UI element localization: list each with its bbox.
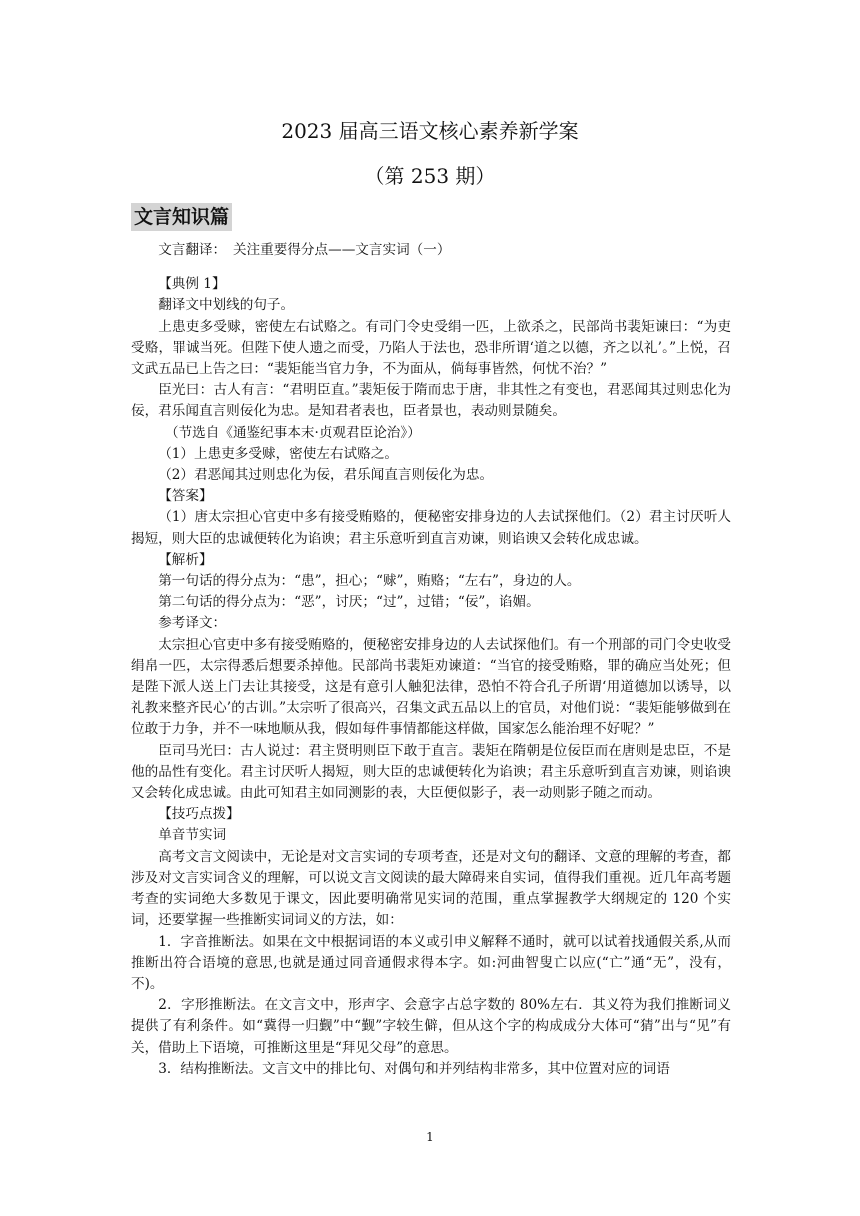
question-2: （2）君恶闻其过则忠化为佞，君乐闻直言则佞化为忠。 (158, 467, 494, 484)
analysis-line-2: 第二句话的得分点为：“恶”，讨厌；“过”，过错；“佞”，谄媚。 (158, 594, 540, 611)
document-body (131, 240, 731, 1080)
answer-label: 【答案】 (158, 488, 213, 505)
example-instruction: 翻译文中划线的句子。 (158, 297, 295, 314)
tips-subheading: 单音节实词 (158, 827, 227, 844)
page-number: 1 (426, 1130, 434, 1144)
issue-number: （第 253 期） (364, 164, 496, 188)
method-2: 2．字形推断法。在文言文中，形声字、会意字占总字数的 80%左右．其义符为我们推断词义提供了有利条件。如“冀得一归觐”中“觐”字较生僻，但从这个字的构成成分大体可“猜”出与“见”有关，借助上下语境，可推断这里是“拜见父母”的意思。 (131, 997, 731, 1056)
passage-paragraph-1: 上患吏多受赇，密使左右试赂之。有司门令史受绢一匹，上欲杀之，民部尚书裴矩谏曰：“为吏受赂，罪诚当死。但陛下使人遗之而受，乃陷人于法也，恐非所谓‘道之以德，齐之以礼’。”上悦，召文武五品已上告之曰：“裴矩能当官力争，不为面从，倘每事皆然，何忧不治？” (131, 318, 731, 378)
method-1: 1．字音推断法。如果在文中根据词语的本义或引申义解释不通时，就可以试着找通假关系,从而推断出符合语境的意思,也就是通过同音通假求得本字。如:河曲智叟亡以应(“亡”通“无”，没有，不)。 (131, 933, 731, 992)
tips-label: 【技巧点拨】 (158, 806, 240, 823)
analysis-line-1: 第一句话的得分点为：“患”，担心；“赇”，贿赂；“左右”，身边的人。 (158, 573, 581, 590)
translation-paragraph-2: 臣司马光曰：古人说过：君主贤明则臣下敢于直言。裴矩在隋朝是位佞臣而在唐则是忠臣，不是他的品性有变化。君主讨厌听人揭短，则大臣的忠诚便转化为谄谀；君主乐意听到直言劝谏，则谄谀又会转化成忠诚。由此可知君主如同测影的表，大臣便似影子，表一动则影子随之而动。 (131, 742, 731, 802)
reference-translation-label: 参考译文： (158, 615, 227, 632)
section-heading: 文言知识篇 (131, 203, 232, 231)
document-title: 2023 届高三语文核心素养新学案 (281, 119, 579, 143)
example-label: 【典例 1】 (158, 276, 226, 293)
passage-source: （节选自《通鉴纪事本末·贞观君臣论治》） (164, 424, 421, 441)
question-1: （1）上患吏多受赇，密使左右试赂之。 (158, 445, 398, 462)
analysis-label: 【解析】 (158, 551, 213, 568)
answer-text: （1）唐太宗担心官吏中多有接受贿赂的，便秘密安排身边的人去试探他们。（2）君主讨厌听人揭短，则大臣的忠诚便转化为谄谀；君主乐意听到直言劝谏，则谄谀又会转化成忠诚。 (131, 509, 731, 547)
tips-intro: 高考文言文阅读中，无论是对文言实词的专项考查，还是对文句的翻译、文意的理解的考查，都涉及对文言实词含义的理解，可以说文言文阅读的最大障碍来自实词，值得我们重视。近几年高考题考查的实词绝大多数见于课文，因此要明确常见实词的范围，重点掌握教学大纲规定的 120 个实词，还要掌握一些推断实词词义的方法，如： (131, 848, 731, 929)
topic-line: 文言翻译： 关注重要得分点——文言实词（一） (158, 242, 451, 258)
translation-paragraph-1: 太宗担心官吏中多有接受贿赂的，便秘密安排身边的人去试探他们。有一个刑部的司门令史收受绢帛一匹，太宗得悉后想要杀掉他。民部尚书裴矩劝谏道：“当官的接受贿赂，罪的确应当处死；但是陛下派人送上门去让其接受，这是有意引人触犯法律，恐怕不符合孔子所谓‘用道德加以诱导，以礼教来整齐民心’的古训。”太宗听了很高兴，召集文武五品以上的官员，对他们说：“裴矩能够做到在位敢于力争，并不一味地顺从我，假如每件事情都能这样做，国家怎么能治理不好呢？” (131, 636, 731, 738)
method-3: 3．结构推断法。文言文中的排比句、对偶句和并列结构非常多，其中位置对应的词语 (158, 1060, 670, 1077)
passage-paragraph-2: 臣光曰：古人有言：“君明臣直。”裴矩佞于隋而忠于唐，非其性之有变也，君恶闻其过则忠化为佞，君乐闻直言则佞化为忠。是知君者表也，臣者景也，表动则景随矣。 (131, 382, 731, 420)
